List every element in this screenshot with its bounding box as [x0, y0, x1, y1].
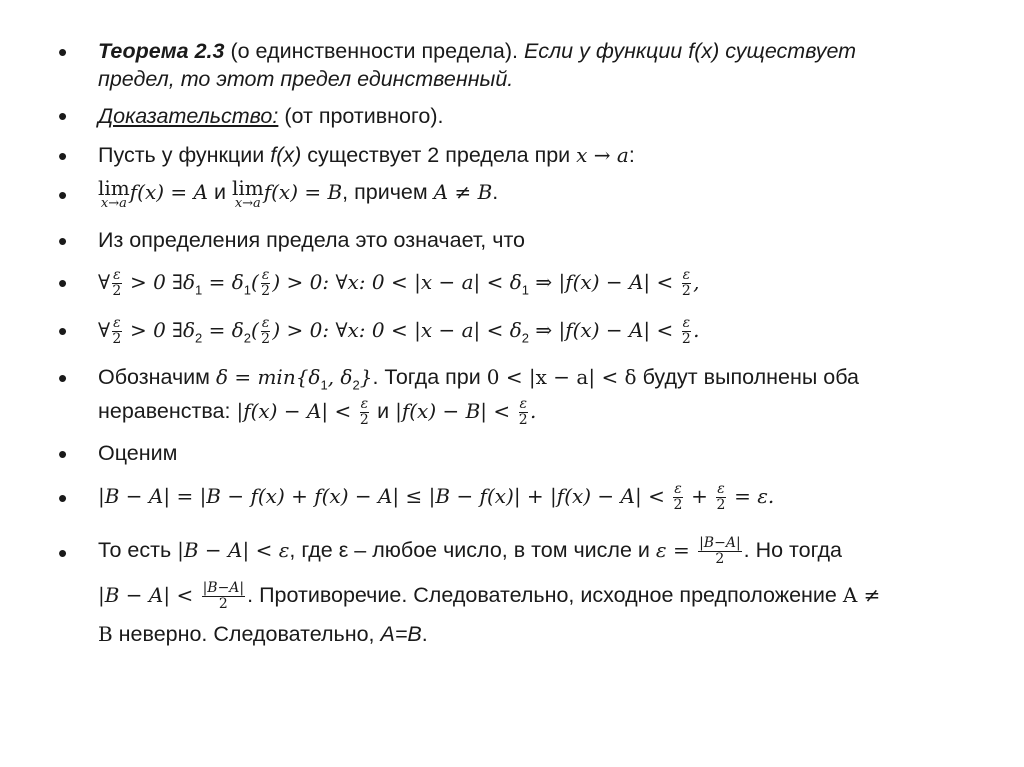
denote-line [98, 363, 859, 399]
lim-sub: x→a [100, 196, 127, 211]
text: Пусть у функции [98, 143, 271, 167]
text: . Противоречие. Следовательно, исходное предположение [247, 583, 843, 608]
num: ε [261, 315, 270, 331]
proof-label: Доказательство: [98, 104, 279, 128]
fraction [716, 482, 726, 513]
math: . [693, 318, 700, 343]
inequalities-line [98, 397, 536, 428]
fraction [519, 397, 529, 428]
theorem-claim-cont: предел, то этот предел единственный. [98, 67, 514, 91]
bullet: • [58, 316, 68, 346]
conclusion-line [98, 620, 428, 648]
limits-line [98, 178, 498, 210]
fraction [682, 316, 692, 347]
num: ε [519, 396, 528, 412]
math: A ≠ [842, 583, 881, 608]
index: 1 [320, 377, 328, 393]
math: ε = [655, 538, 697, 563]
index: 2 [243, 330, 252, 346]
text: неравенства: [98, 399, 237, 424]
math: A ≠ B [433, 180, 493, 204]
math: , δ [327, 365, 353, 389]
text: A=B [380, 622, 422, 646]
theorem-line [98, 37, 856, 65]
bullet: • [58, 439, 68, 469]
bullet: • [58, 538, 68, 568]
bullet: • [58, 101, 68, 131]
num: ε [682, 315, 691, 331]
den: 2 [261, 283, 271, 299]
bullet: • [58, 363, 68, 393]
bullet: • [58, 226, 68, 256]
lim-block [98, 178, 130, 210]
math: ) > 0: ∀x: 0 < |x − a| < δ [272, 270, 522, 295]
lim-op: lim [98, 176, 130, 200]
num: |B−A| [202, 580, 245, 596]
index: 1 [521, 282, 529, 298]
num: ε [261, 267, 270, 283]
math: |B − A| < ε [177, 538, 290, 563]
math: f(x) = B [263, 180, 343, 204]
fraction [698, 536, 742, 567]
text: , где ε – любое число, в том числе и [289, 538, 656, 563]
text: неверно. Следовательно, [112, 622, 381, 646]
theorem-paren: (о единственности предела). [224, 39, 524, 63]
math: |f(x) − B| < [395, 399, 517, 424]
math: + [684, 484, 715, 509]
index: 1 [243, 282, 252, 298]
math: ⇒ |f(x) − A| < [529, 270, 680, 295]
math: = δ [202, 270, 244, 295]
num: ε [113, 267, 121, 283]
fraction [261, 268, 271, 299]
den: 2 [112, 283, 122, 299]
index: 1 [195, 282, 203, 298]
that-is-line [98, 536, 842, 567]
den: 2 [112, 331, 122, 347]
math: > 0 ∃δ [123, 270, 196, 295]
math: ) > 0: ∀x: 0 < |x − a| < δ [272, 318, 522, 343]
fraction [202, 581, 246, 612]
math: . [530, 399, 537, 424]
num: ε [682, 267, 691, 283]
num: ε [674, 481, 682, 497]
den: 2 [218, 596, 228, 612]
fraction [112, 316, 122, 347]
text: и [207, 180, 232, 204]
math: |B − A| = |B − f(x) + f(x) − A| ≤ |B − f(x)| + |f(x) − A| < [98, 484, 672, 509]
text: . Но тогда [743, 538, 843, 563]
math: ( [251, 318, 259, 343]
math: , [693, 270, 700, 295]
text: f(x) [270, 143, 302, 167]
text: . [421, 622, 428, 646]
text: и [371, 399, 396, 424]
math: = δ [202, 318, 244, 343]
num: ε [717, 481, 725, 497]
math: > 0 ∃δ [123, 318, 196, 343]
estimate-line: Оценим [98, 441, 178, 465]
lim-sub: x→a [234, 196, 261, 211]
fraction [112, 268, 122, 299]
den: 2 [261, 331, 271, 347]
bullet: • [58, 268, 68, 298]
den: 2 [681, 283, 691, 299]
definition-line: Из определения предела это означает, что [98, 228, 526, 252]
fraction [673, 482, 683, 513]
math: δ = min{δ [215, 365, 321, 389]
theorem-title: Теорема 2.3 [98, 39, 225, 63]
text: существует 2 предела при [301, 143, 577, 167]
index: 2 [195, 330, 203, 346]
epsilon-delta-1 [98, 268, 700, 304]
den: 2 [359, 412, 369, 428]
estimate-formula [98, 482, 774, 513]
den: 2 [681, 331, 691, 347]
num: ε [360, 396, 369, 412]
num: |B−A| [699, 535, 741, 551]
fraction [360, 397, 370, 428]
den: 2 [518, 412, 528, 428]
math: x → a [576, 143, 629, 167]
math: = ε. [727, 484, 775, 509]
math: 0 < |x − a| < δ [486, 365, 637, 389]
bullet: • [58, 483, 68, 513]
lim-op: lim [231, 176, 264, 200]
num: ε [113, 315, 121, 331]
fraction [682, 268, 692, 299]
bullet: • [58, 180, 68, 210]
text: . Тогда при [372, 365, 487, 389]
math: B [98, 622, 113, 646]
den: 2 [715, 551, 725, 567]
theorem-claim: Если у функции f(x) существует [523, 39, 857, 63]
math: f(x) = A [129, 180, 208, 204]
text: Обозначим [98, 365, 216, 389]
math: |B − A| < [98, 583, 200, 608]
math: } [359, 365, 373, 389]
text: будут выполнены оба [636, 365, 859, 389]
text: . [492, 180, 499, 204]
den: 2 [673, 497, 683, 513]
math: ∀ [98, 270, 111, 295]
math: |f(x) − A| < [236, 399, 358, 424]
bullet: • [58, 141, 68, 171]
den: 2 [716, 497, 726, 513]
math: ( [251, 270, 259, 295]
math: ∀ [98, 318, 111, 343]
index: 2 [352, 377, 360, 393]
contradiction-line [98, 581, 880, 612]
bullet: • [58, 37, 68, 67]
proof-rest: (от противного). [278, 104, 444, 128]
text: : [628, 143, 635, 167]
math: ⇒ |f(x) − A| < [529, 318, 680, 343]
text: , причем [342, 180, 434, 204]
index: 2 [521, 330, 529, 346]
epsilon-delta-2 [98, 316, 700, 352]
text: То есть [98, 538, 178, 563]
fraction [261, 316, 271, 347]
proof-line [98, 102, 443, 130]
suppose-line [98, 141, 635, 169]
lim-block [232, 178, 264, 210]
